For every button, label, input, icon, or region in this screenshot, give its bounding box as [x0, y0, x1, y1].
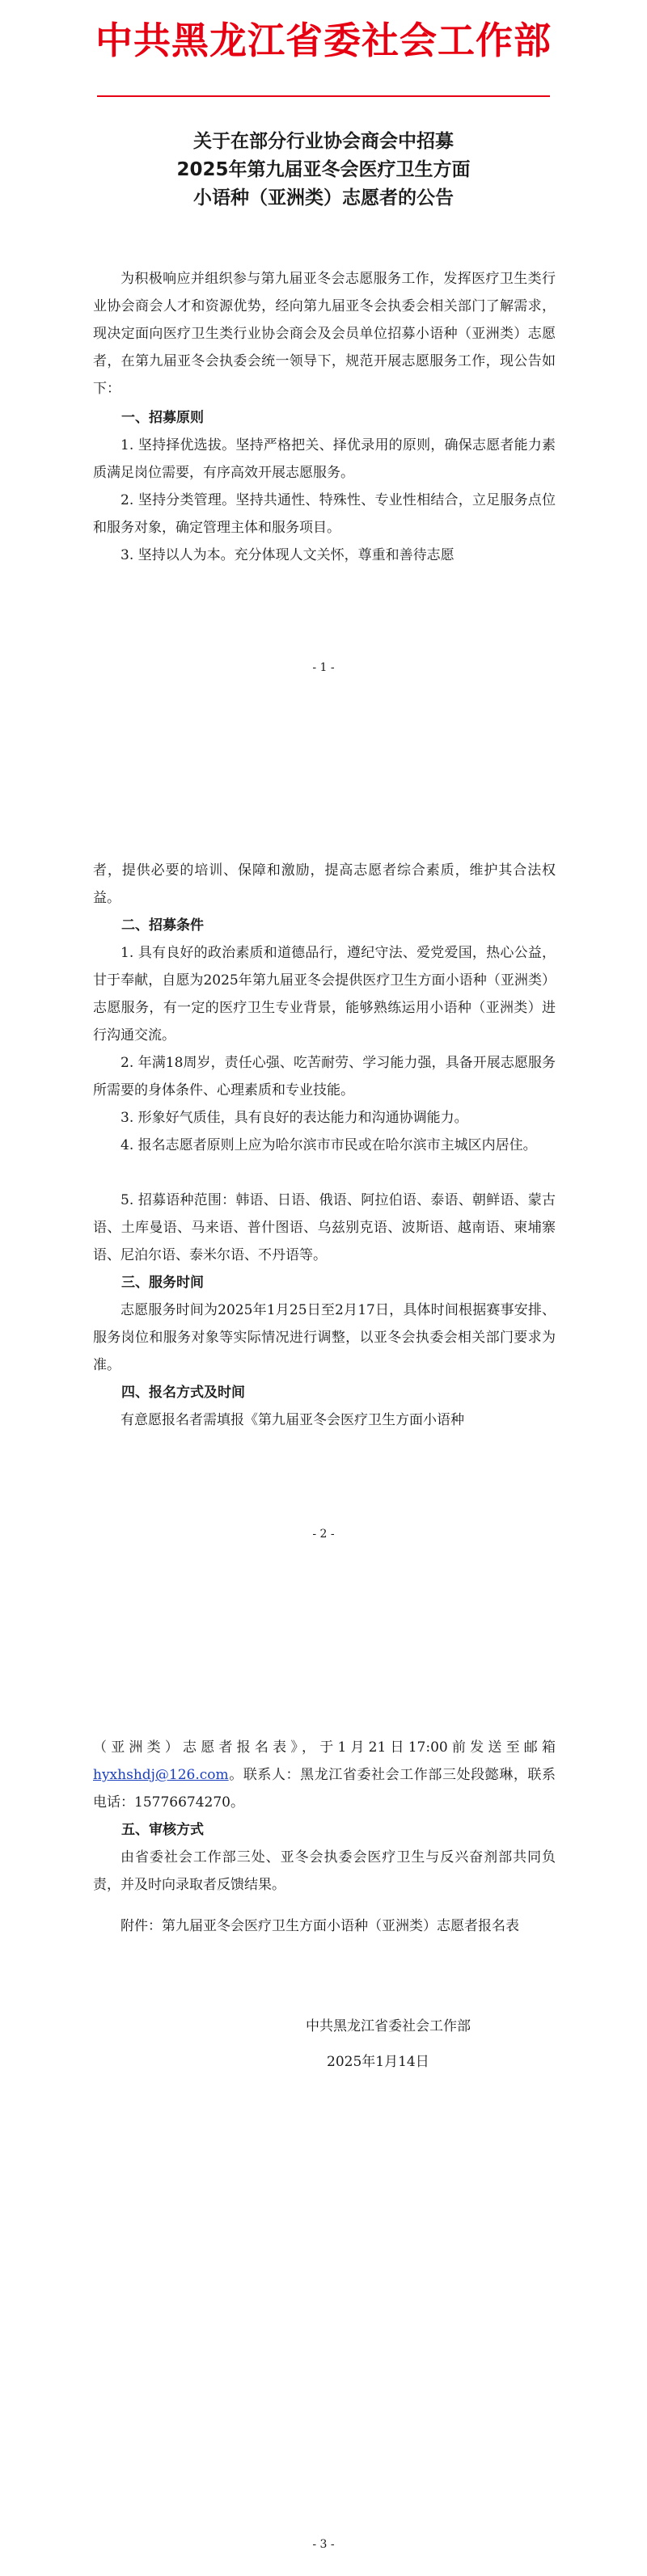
- section-1-item-3-part-2: 者，提供必要的培训、保障和激励，提高志愿者综合素质，维护其合法权益。: [93, 862, 556, 906]
- section-1-heading: 一、招募原则: [121, 410, 204, 426]
- section-4-paragraph-part-1: 有意愿报名者需填报《第九届亚冬会医疗卫生方面小语种: [121, 1412, 464, 1428]
- section-3-heading: 三、服务时间: [121, 1275, 204, 1291]
- page-number-3: - 3 -: [312, 2538, 335, 2551]
- title-line-3: 小语种（亚洲类）志愿者的公告: [193, 188, 454, 209]
- intro-paragraph: 为积极响应并组织参与第九届亚冬会志愿服务工作，发挥医疗卫生类行业协会商会人才和资源优势，经向第九届亚冬会执委会相关部门了解需求，现决定面向医疗卫生类行业协会商会及会员单位招募小语种（亚洲类）志愿者，在第九届亚冬会执委会统一领导下，规范开展志愿服务工作，现公告如下：: [93, 271, 556, 397]
- section-4-heading: 四、报名方式及时间: [121, 1385, 245, 1401]
- signature-org: 中共黑龙江省委社会工作部: [306, 2018, 471, 2034]
- page-number-1: - 1 -: [312, 661, 335, 674]
- masthead-red-rule: [97, 95, 550, 97]
- email-link[interactable]: hyxhshdj@126.com: [93, 1767, 229, 1783]
- section-1-item-1: 1. 坚持择优选拔。坚持严格把关、择优录用的原则，确保志愿者能力素质满足岗位需要，有序高效开展志愿服务。: [93, 437, 556, 481]
- section-2-item-2: 2. 年满18周岁，责任心强、吃苦耐劳、学习能力强，具备开展志愿服务所需要的身体条件、心理素质和专业技能。: [93, 1055, 556, 1098]
- attachment-note: 附件：第九届亚冬会医疗卫生方面小语种（亚洲类）志愿者报名表: [121, 1918, 519, 1934]
- section-2-item-5: 5. 招募语种范围：韩语、日语、俄语、阿拉伯语、泰语、朝鲜语、蒙古语、土库曼语、马来语、普什图语、乌兹别克语、波斯语、越南语、柬埔寨语、尼泊尔语、泰米尔语、不丹语等。: [93, 1192, 556, 1263]
- section-4-paragraph-part-2: [93, 1734, 556, 1816]
- section-3-paragraph: 志愿服务时间为2025年1月25日至2月17日，具体时间根据赛事安排、服务岗位和服务对象等实际情况进行调整，以亚冬会执委会相关部门要求为准。: [93, 1302, 556, 1373]
- contact-info: 。联系人：黑龙江省委社会工作部三处段懿琳，联系电话：15776674270。: [93, 1767, 556, 1811]
- section-1-item-3-part-1: 3. 坚持以人为本。充分体现人文关怀，尊重和善待志愿: [121, 547, 455, 563]
- section-5-paragraph: 由省委社会工作部三处、亚冬会执委会医疗卫生与反兴奋剂部共同负责，并及时向录取者反馈结果。: [93, 1849, 556, 1893]
- title-line-1: 关于在部分行业协会商会中招募: [193, 131, 454, 152]
- section-2-item-3: 3. 形象好气质佳，具有良好的表达能力和沟通协调能力。: [121, 1110, 468, 1126]
- section-2-item-1: 1. 具有良好的政治素质和道德品行，遵纪守法、爱党爱国，热心公益，甘于奉献，自愿为2025年第九届亚冬会提供医疗卫生方面小语种（亚洲类）志愿服务，有一定的医疗卫生专业背景，能够熟练运用小语种（亚洲类）进行沟通交流。: [93, 945, 556, 1043]
- signature-date: 2025年1月14日: [327, 2054, 429, 2070]
- registration-instruction: （亚洲类）志愿者报名表》，于1月21日17:00前发送至邮箱: [93, 1739, 556, 1756]
- page-number-2: - 2 -: [312, 1528, 335, 1541]
- document-title: [0, 128, 647, 213]
- section-2-item-4: 4. 报名志愿者原则上应为哈尔滨市市民或在哈尔滨市主城区内居住。: [121, 1137, 537, 1153]
- title-line-2: 2025年第九届亚冬会医疗卫生方面: [176, 159, 471, 180]
- section-5-heading: 五、审核方式: [121, 1822, 204, 1838]
- section-2-heading: 二、招募条件: [121, 917, 204, 934]
- section-1-item-2: 2. 坚持分类管理。坚持共通性、特殊性、专业性相结合，立足服务点位和服务对象，确定管理主体和服务项目。: [93, 492, 556, 536]
- masthead: 中共黑龙江省委社会工作部: [95, 19, 552, 62]
